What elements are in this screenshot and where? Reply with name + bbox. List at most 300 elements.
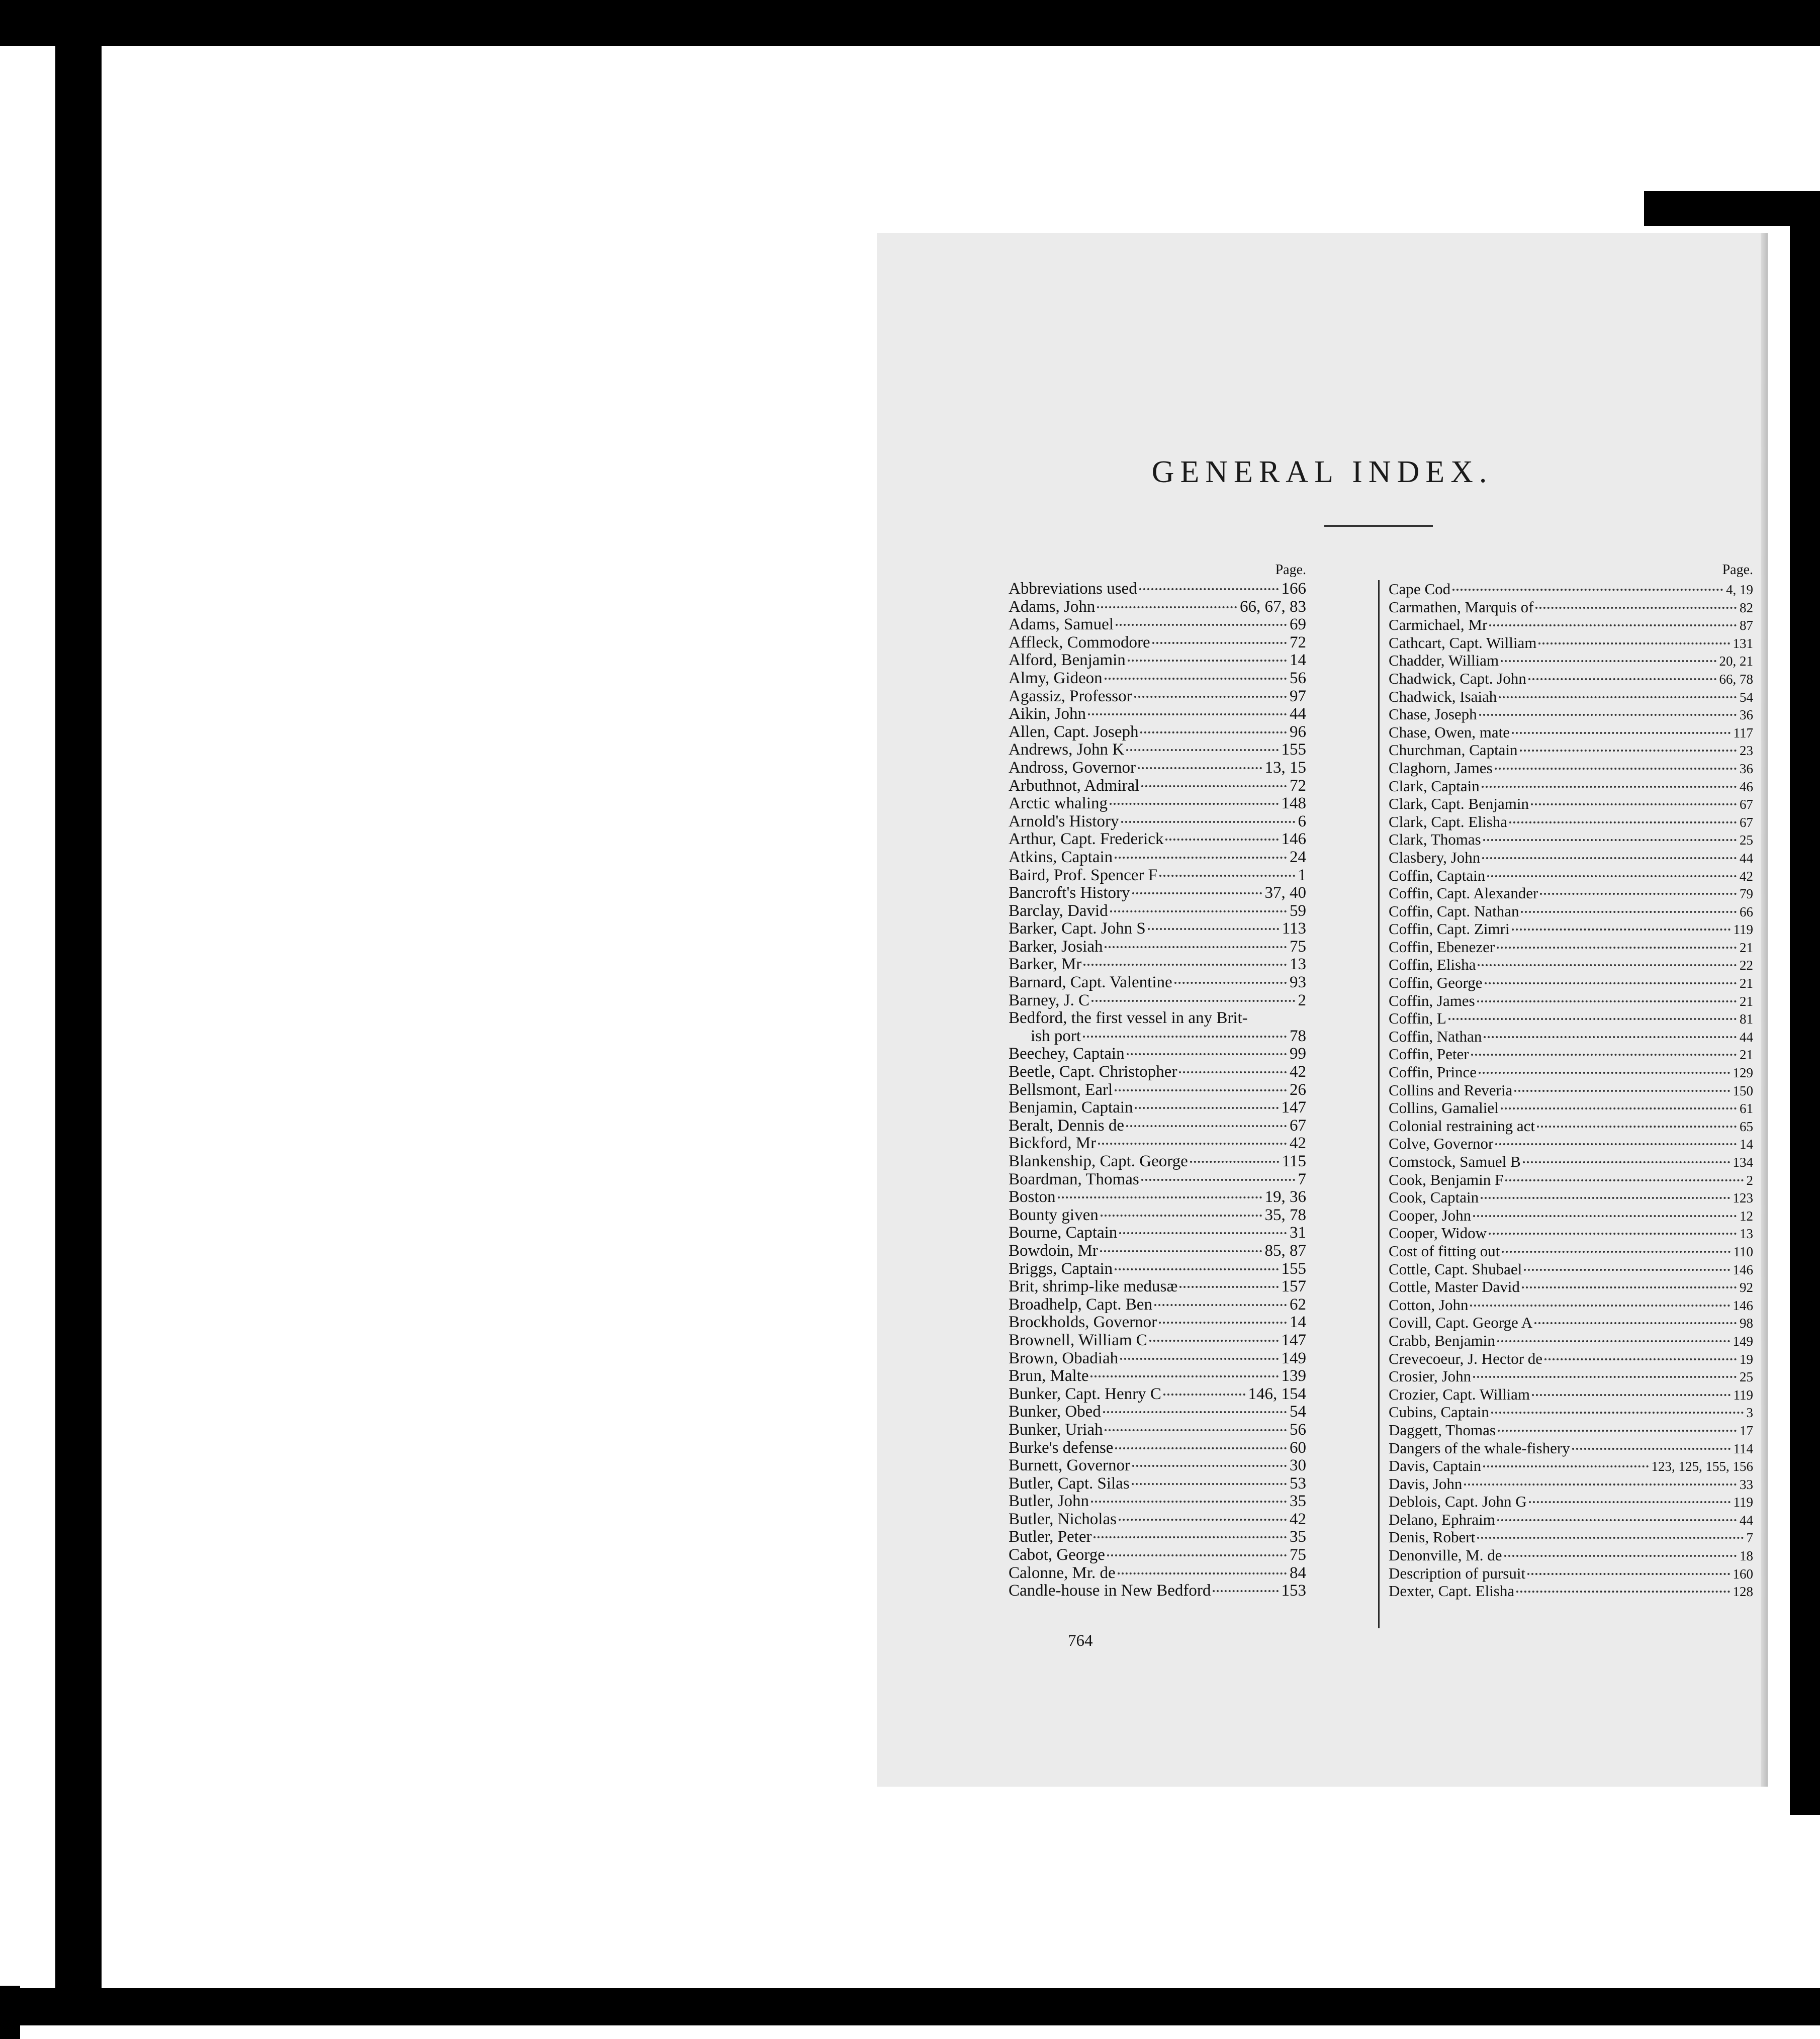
entry-pages: 119	[1733, 1387, 1753, 1403]
entry-name: Dexter, Capt. Elisha	[1389, 1582, 1515, 1600]
dot-leader	[1097, 606, 1237, 608]
entry-name: Chadder, William	[1389, 652, 1499, 670]
entry-pages: 35	[1290, 1528, 1306, 1546]
entry-name: Bedford, the first vessel in any Brit-	[1009, 1009, 1248, 1028]
entry-name: Brun, Malte	[1009, 1367, 1089, 1385]
frame-top-bar	[0, 0, 1820, 46]
entry-name: Bounty given	[1009, 1206, 1099, 1224]
index-entry	[1009, 992, 1306, 1010]
entry-name: Allen, Capt. Joseph	[1009, 723, 1139, 741]
entry-name: Cotton, John	[1389, 1295, 1469, 1314]
dot-leader	[1484, 1036, 1737, 1038]
index-entry	[1389, 795, 1753, 813]
dot-leader	[1105, 946, 1287, 948]
dot-leader	[1521, 911, 1737, 913]
entry-pages: 46	[1740, 779, 1753, 794]
title-rule	[1324, 525, 1433, 527]
index-entry	[1009, 688, 1306, 706]
entry-name: Coffin, L	[1389, 1009, 1446, 1028]
next-page-edge-side	[1790, 191, 1820, 1815]
entry-name: Collins and Reveria	[1389, 1081, 1513, 1099]
dot-leader	[1179, 1286, 1278, 1288]
entry-name: Coffin, Capt. Alexander	[1389, 884, 1538, 902]
dot-leader	[1132, 1483, 1287, 1485]
dot-leader	[1120, 1358, 1278, 1360]
index-entry	[1389, 849, 1753, 867]
entry-name: Covill, Capt. George A	[1389, 1314, 1533, 1332]
entry-pages: 123	[1733, 1190, 1753, 1206]
index-entry	[1389, 938, 1753, 956]
dot-leader	[1512, 929, 1731, 931]
entry-pages: 129	[1733, 1065, 1753, 1081]
entry-name: Andrews, John K	[1009, 741, 1125, 759]
dot-leader	[1149, 1340, 1279, 1342]
entry-name: Bourne, Captain	[1009, 1224, 1118, 1242]
dot-leader	[1118, 1572, 1287, 1574]
entry-name: Baird, Prof. Spencer F	[1009, 866, 1158, 884]
index-entry	[1009, 1511, 1306, 1529]
dot-leader	[1512, 732, 1730, 734]
dot-leader	[1141, 1179, 1295, 1181]
entry-name: Churchman, Captain	[1389, 741, 1518, 759]
entry-pages: 155	[1281, 741, 1306, 759]
index-page	[877, 233, 1768, 1787]
entry-name: Candle-house in New Bedford	[1009, 1582, 1211, 1600]
dot-leader	[1538, 642, 1730, 644]
index-entry	[1389, 1546, 1753, 1564]
entry-pages: 13, 15	[1264, 759, 1306, 777]
entry-name: Blankenship, Capt. George	[1009, 1153, 1188, 1170]
entry-pages: 2	[1298, 991, 1306, 1009]
dot-leader	[1535, 607, 1737, 609]
dot-leader	[1485, 982, 1737, 984]
index-entry	[1389, 974, 1753, 992]
index-entry	[1009, 902, 1306, 920]
left-entries-list	[1009, 580, 1306, 1600]
index-entry	[1009, 867, 1306, 885]
entry-pages: 66, 78	[1719, 671, 1753, 687]
entry-name: Colonial restraining act	[1389, 1117, 1535, 1135]
index-entry	[1389, 920, 1753, 938]
index-entry	[1389, 1350, 1753, 1368]
index-entry	[1389, 867, 1753, 885]
index-entry	[1389, 1493, 1753, 1511]
dot-leader	[1489, 1233, 1737, 1235]
entry-name: Affleck, Commodore	[1009, 633, 1150, 652]
entry-name: Deblois, Capt. John G	[1389, 1493, 1527, 1511]
entry-pages: 146	[1281, 830, 1306, 849]
entry-name: Coffin, Capt. Nathan	[1389, 902, 1519, 920]
entry-name: Beechey, Captain	[1009, 1045, 1125, 1063]
index-entry	[1389, 1153, 1753, 1171]
index-entry	[1389, 759, 1753, 777]
entry-pages: 87	[1740, 618, 1753, 633]
dot-leader	[1528, 678, 1716, 680]
dot-leader	[1532, 1394, 1730, 1396]
dot-leader	[1470, 1305, 1730, 1307]
entry-name: Chase, Owen, mate	[1389, 723, 1510, 741]
index-entry	[1009, 1332, 1306, 1350]
dot-leader	[1134, 696, 1287, 698]
entry-name: Cottle, Master David	[1389, 1278, 1520, 1296]
dot-leader	[1572, 1448, 1731, 1450]
entry-name: Benjamin, Captain	[1009, 1099, 1133, 1117]
entry-pages: 2	[1746, 1172, 1753, 1188]
entry-name: Clark, Thomas	[1389, 830, 1481, 849]
index-entry	[1389, 1475, 1753, 1493]
entry-name: Clasbery, John	[1389, 848, 1481, 866]
dot-leader	[1088, 713, 1287, 715]
index-entry	[1389, 1385, 1753, 1404]
entry-name: Crozier, Capt. William	[1389, 1385, 1530, 1403]
dot-leader	[1132, 1465, 1287, 1467]
entry-pages: 53	[1290, 1474, 1306, 1493]
dot-leader	[1489, 624, 1737, 626]
entry-pages: 33	[1740, 1476, 1753, 1492]
entry-name: Chase, Joseph	[1389, 705, 1477, 723]
dot-leader	[1479, 714, 1737, 716]
dot-leader	[1481, 1197, 1730, 1199]
entry-name: Briggs, Captain	[1009, 1260, 1113, 1278]
dot-leader	[1477, 1000, 1737, 1002]
entry-name: Daggett, Thomas	[1389, 1421, 1496, 1439]
entry-pages: 60	[1290, 1439, 1306, 1457]
index-entry	[1389, 1314, 1753, 1332]
entry-name: Coffin, Peter	[1389, 1045, 1469, 1063]
entry-pages: 119	[1733, 922, 1753, 938]
index-entry	[1009, 920, 1306, 938]
entry-pages: 98	[1740, 1316, 1753, 1331]
dot-leader	[1105, 1429, 1287, 1431]
dot-leader	[1163, 1394, 1245, 1396]
entry-pages: 123, 125, 155, 156	[1651, 1459, 1753, 1474]
index-entry	[1009, 956, 1306, 974]
dot-leader	[1495, 768, 1737, 770]
entry-name: Cooper, John	[1389, 1206, 1472, 1224]
entry-name: Bunker, Uriah	[1009, 1421, 1103, 1439]
dot-leader	[1501, 1107, 1737, 1109]
entry-pages: 117	[1733, 725, 1753, 740]
dot-leader	[1083, 1036, 1287, 1038]
dot-leader	[1152, 642, 1287, 644]
index-entry	[1389, 1045, 1753, 1063]
entry-name: Colve, Governor	[1389, 1135, 1494, 1153]
entry-name: Claghorn, James	[1389, 759, 1493, 777]
entry-name: Burke's defense	[1009, 1439, 1114, 1457]
entry-name: Coffin, George	[1389, 974, 1483, 992]
entry-name: Coffin, Ebenezer	[1389, 938, 1495, 956]
index-entry	[1009, 830, 1306, 849]
dot-leader	[1091, 1501, 1287, 1503]
index-entry	[1389, 1564, 1753, 1583]
index-entry	[1389, 1081, 1753, 1099]
index-entry	[1389, 580, 1753, 598]
entry-pages: 66	[1740, 904, 1753, 919]
entry-name: Atkins, Captain	[1009, 848, 1113, 866]
index-entry	[1009, 1350, 1306, 1368]
entry-name: Collins, Gamaliel	[1389, 1099, 1499, 1117]
entry-pages: 19, 36	[1264, 1188, 1306, 1207]
index-entry	[1389, 1421, 1753, 1439]
entry-name: Barclay, David	[1009, 902, 1108, 920]
index-entry	[1009, 1045, 1306, 1063]
dot-leader	[1098, 1143, 1287, 1145]
left-page-header: Page.	[1275, 562, 1306, 578]
entry-name: Adams, Samuel	[1009, 616, 1114, 634]
dot-leader	[1522, 1286, 1737, 1288]
entry-pages: 3	[1746, 1405, 1753, 1421]
dot-leader	[1482, 786, 1737, 788]
dot-leader	[1126, 749, 1278, 751]
dot-leader	[1524, 1269, 1730, 1271]
entry-pages: 14	[1290, 1314, 1306, 1332]
dot-leader	[1091, 1000, 1295, 1002]
entry-pages: 93	[1290, 974, 1306, 992]
dot-leader	[1159, 1322, 1287, 1324]
entry-pages: 7	[1746, 1530, 1753, 1546]
entry-name: Coffin, Prince	[1389, 1063, 1477, 1081]
index-entry	[1009, 1099, 1306, 1117]
right-index-column	[1389, 562, 1753, 1600]
dot-leader	[1478, 964, 1737, 966]
entry-name: Coffin, James	[1389, 991, 1475, 1009]
entry-pages: 56	[1290, 669, 1306, 687]
entry-pages: 79	[1740, 886, 1753, 902]
right-page-header: Page.	[1722, 562, 1753, 578]
dot-leader	[1139, 588, 1279, 590]
entry-name: Agassiz, Professor	[1009, 687, 1132, 705]
entry-pages: 85, 87	[1264, 1242, 1306, 1260]
dot-leader	[1448, 1018, 1737, 1020]
entry-name: Bunker, Capt. Henry C	[1009, 1385, 1161, 1403]
entry-pages: 166	[1281, 580, 1306, 598]
frame-left-bar	[55, 30, 102, 2016]
entry-pages: 19	[1740, 1351, 1753, 1367]
index-entry	[1009, 1546, 1306, 1564]
dot-leader	[1127, 1053, 1287, 1055]
entry-pages: 131	[1733, 635, 1753, 651]
index-entry	[1009, 1403, 1306, 1421]
index-entry	[1389, 830, 1753, 849]
entry-pages: 56	[1290, 1421, 1306, 1439]
entry-name: Barney, J. C	[1009, 991, 1090, 1009]
index-entry	[1009, 1278, 1306, 1296]
frame-bottom-bar	[0, 1988, 1820, 2025]
entry-pages: 147	[1281, 1099, 1306, 1117]
entry-name: Carmichael, Mr	[1389, 616, 1488, 634]
dot-leader	[1119, 1519, 1287, 1521]
dot-leader	[1497, 1340, 1730, 1342]
index-entry	[1009, 723, 1306, 742]
index-entry	[1389, 741, 1753, 759]
dot-leader	[1483, 839, 1737, 841]
entry-name: Coffin, Capt. Zimri	[1389, 920, 1510, 938]
entry-pages: 146	[1733, 1262, 1753, 1277]
index-entry	[1009, 1296, 1306, 1314]
dot-leader	[1502, 1251, 1730, 1253]
entry-name: Cape Cod	[1389, 580, 1451, 598]
index-entry	[1009, 705, 1306, 723]
dot-leader	[1090, 1375, 1278, 1377]
index-entry	[1389, 705, 1753, 723]
entry-name: Carmathen, Marquis of	[1389, 598, 1534, 616]
index-entry	[1009, 849, 1306, 867]
entry-pages: 20, 21	[1719, 654, 1753, 669]
entry-name: Coffin, Elisha	[1389, 956, 1476, 974]
column-divider	[1378, 580, 1380, 1628]
dot-leader	[1138, 767, 1262, 769]
page-number: 764	[1068, 1632, 1093, 1650]
entry-pages: 75	[1290, 1546, 1306, 1564]
entry-name: Abbreviations used	[1009, 580, 1137, 598]
entry-name: Aikin, John	[1009, 705, 1086, 723]
index-entry	[1389, 1224, 1753, 1242]
index-entry	[1009, 1188, 1306, 1207]
index-entry	[1009, 634, 1306, 652]
entry-name: Clark, Captain	[1389, 777, 1480, 795]
index-entry	[1389, 1511, 1753, 1529]
dot-leader	[1505, 1179, 1743, 1181]
index-entry	[1389, 1457, 1753, 1475]
dot-leader	[1135, 1107, 1278, 1109]
entry-pages: 1	[1298, 866, 1306, 884]
index-entry	[1009, 1457, 1306, 1475]
index-entry	[1009, 1582, 1306, 1600]
index-entry	[1009, 795, 1306, 813]
index-entry	[1389, 616, 1753, 634]
dot-leader	[1452, 589, 1723, 591]
entry-pages: 153	[1281, 1582, 1306, 1600]
frame-left-tick	[0, 1986, 20, 2039]
entry-name: Crabb, Benjamin	[1389, 1331, 1495, 1349]
dot-leader	[1165, 839, 1278, 841]
index-entry	[1389, 1367, 1753, 1385]
entry-pages: 148	[1281, 795, 1306, 813]
index-entry	[1009, 1439, 1306, 1457]
entry-name: Alford, Benjamin	[1009, 652, 1126, 670]
index-entry	[1009, 1475, 1306, 1493]
index-entry	[1009, 777, 1306, 795]
dot-leader	[1148, 928, 1279, 930]
entry-name: Brockholds, Governor	[1009, 1314, 1157, 1332]
index-entry	[1389, 1242, 1753, 1260]
entry-pages: 72	[1290, 777, 1306, 795]
dot-leader	[1115, 1447, 1287, 1449]
index-entry	[1009, 1135, 1306, 1153]
dot-leader	[1464, 1484, 1737, 1486]
entry-name: Bowdoin, Mr	[1009, 1242, 1098, 1260]
dot-leader	[1101, 1215, 1262, 1217]
entry-name: Cook, Captain	[1389, 1188, 1479, 1207]
index-entry	[1009, 1367, 1306, 1385]
index-entry	[1009, 1028, 1306, 1046]
entry-pages: 42	[1290, 1135, 1306, 1153]
dot-leader	[1115, 1268, 1278, 1270]
index-entry	[1389, 670, 1753, 688]
entry-pages: 139	[1281, 1367, 1306, 1385]
dot-leader	[1103, 1411, 1287, 1413]
index-entry	[1389, 1260, 1753, 1278]
dot-leader	[1141, 785, 1287, 787]
index-entry	[1389, 777, 1753, 795]
dot-leader	[1498, 1430, 1737, 1432]
entry-pages: 42	[1290, 1510, 1306, 1528]
dot-leader	[1495, 1143, 1737, 1145]
entry-name: Brit, shrimp-like medusæ	[1009, 1278, 1178, 1296]
index-entry	[1009, 813, 1306, 831]
entry-name: Delano, Ephraim	[1389, 1510, 1495, 1528]
entry-name: Boardman, Thomas	[1009, 1170, 1139, 1188]
entry-name: Calonne, Mr. de	[1009, 1564, 1116, 1582]
entry-name: Butler, Peter	[1009, 1528, 1092, 1546]
index-entry	[1389, 652, 1753, 670]
entry-name: Butler, Nicholas	[1009, 1510, 1117, 1528]
index-entry	[1389, 688, 1753, 706]
entry-pages: 21	[1740, 1047, 1753, 1063]
index-entry	[1009, 1153, 1306, 1171]
dot-leader	[1514, 1090, 1730, 1092]
entry-name: Arnold's History	[1009, 812, 1119, 830]
entry-pages: 97	[1290, 687, 1306, 705]
entry-name: Andross, Governor	[1009, 759, 1136, 777]
index-entry	[1389, 1296, 1753, 1314]
index-entry	[1009, 741, 1306, 759]
entry-name: Arbuthnot, Admiral	[1009, 777, 1140, 795]
entry-name: Cooper, Widow	[1389, 1224, 1487, 1242]
dot-leader	[1100, 1250, 1262, 1252]
entry-pages: 61	[1740, 1101, 1753, 1117]
entry-pages: 82	[1740, 600, 1753, 615]
index-entry	[1009, 1117, 1306, 1135]
dot-leader	[1509, 821, 1737, 823]
entry-pages: 72	[1290, 633, 1306, 652]
index-entry	[1009, 1009, 1306, 1028]
entry-name: Bunker, Obed	[1009, 1403, 1101, 1421]
entry-pages: 6	[1298, 812, 1306, 830]
index-entry	[1389, 1009, 1753, 1028]
entry-pages: 59	[1290, 902, 1306, 920]
entry-pages: 67	[1290, 1117, 1306, 1135]
right-entries-list	[1389, 580, 1753, 1600]
entry-pages: 114	[1733, 1441, 1753, 1456]
index-entry	[1389, 1528, 1753, 1546]
entry-pages: 134	[1733, 1155, 1753, 1170]
entry-name: Description of pursuit	[1389, 1564, 1526, 1582]
entry-pages: 113	[1282, 920, 1306, 938]
dot-leader	[1190, 1161, 1279, 1163]
dot-leader	[1107, 1554, 1287, 1556]
dot-leader	[1497, 947, 1737, 949]
entry-pages: 146, 154	[1248, 1385, 1306, 1403]
dot-leader	[1491, 1412, 1744, 1414]
entry-name: Barker, Capt. John S	[1009, 920, 1146, 938]
dot-leader	[1115, 857, 1287, 859]
dot-leader	[1154, 1304, 1287, 1306]
dot-leader	[1119, 1232, 1287, 1234]
entry-name: Cook, Benjamin F	[1389, 1170, 1504, 1188]
entry-pages: 78	[1290, 1027, 1306, 1045]
entry-pages: 67	[1740, 797, 1753, 812]
dot-leader	[1058, 1196, 1262, 1198]
entry-name: Comstock, Samuel B	[1389, 1153, 1521, 1170]
index-entry	[1389, 992, 1753, 1010]
index-entry	[1009, 580, 1306, 598]
index-entry	[1389, 1439, 1753, 1457]
entry-pages: 36	[1740, 707, 1753, 723]
entry-name: Coffin, Captain	[1389, 866, 1486, 884]
dot-leader	[1159, 875, 1295, 877]
entry-name: Crosier, John	[1389, 1367, 1472, 1385]
